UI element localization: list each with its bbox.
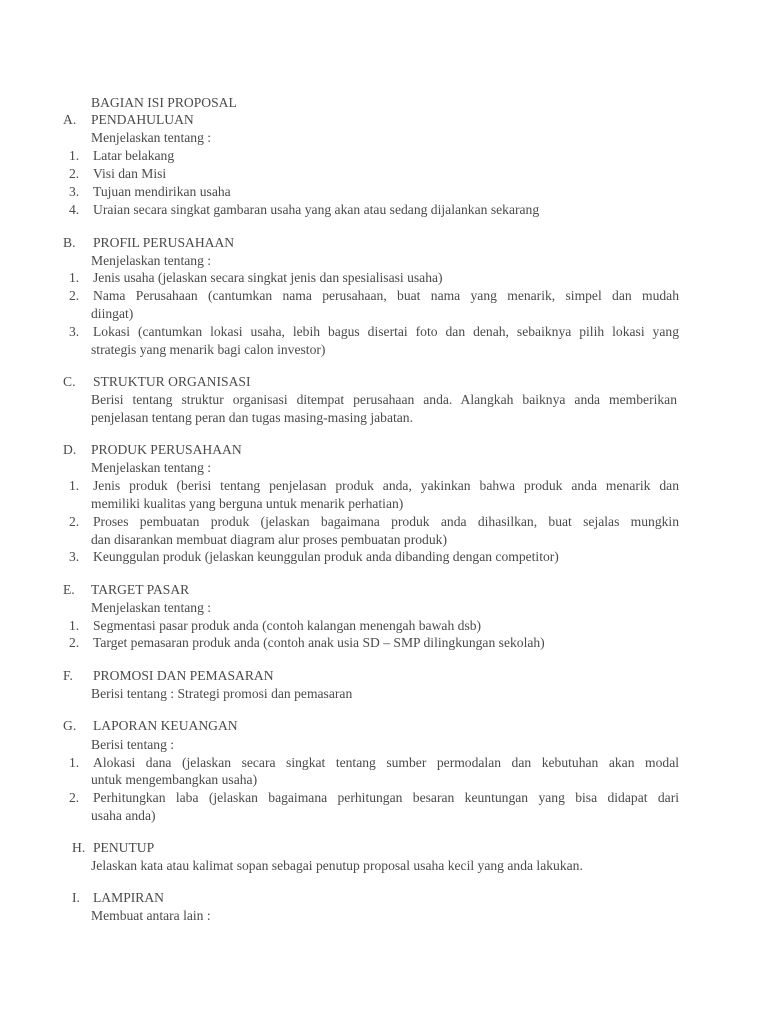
list-item-number: 4. <box>69 202 80 217</box>
section-h-body: Jelaskan kata atau kalimat sopan sebagai penutup proposal usaha kecil yang anda lakukan. <box>91 858 583 873</box>
section-d-heading: PRODUK PERUSAHAAN <box>91 442 242 457</box>
list-item-text: Visi dan Misi <box>93 166 167 181</box>
section-i-marker: I. <box>72 890 80 905</box>
section-b-heading: PROFIL PERUSAHAAN <box>93 235 235 250</box>
list-item-text: Lokasi (cantumkan lokasi usaha, lebih bagus disertai foto dan denah, sebaiknya pilih lokasi yang <box>93 324 679 339</box>
list-item-text: Latar belakang <box>93 148 175 163</box>
list-item-number: 2. <box>69 514 80 529</box>
list-item-text: Tujuan mendirikan usaha <box>93 184 231 199</box>
section-e-marker: E. <box>63 582 75 597</box>
section-b-intro: Menjelaskan tentang : <box>91 253 212 268</box>
list-item-number: 2. <box>69 635 80 650</box>
section-a-marker: A. <box>63 112 77 127</box>
section-c-marker: C. <box>63 374 76 389</box>
section-b-marker: B. <box>63 235 76 250</box>
list-item-number: 3. <box>69 184 80 199</box>
section-d-marker: D. <box>63 442 77 457</box>
section-h-heading: PENUTUP <box>93 840 155 855</box>
list-item-number: 2. <box>69 166 80 181</box>
section-c-body: Berisi tentang struktur organisasi ditempat perusahaan anda. Alangkah baiknya anda memberikan <box>91 392 677 407</box>
list-item-text: Proses pembuatan produk (jelaskan bagaimana produk anda dihasilkan, buat sejalas mungkin <box>93 514 679 529</box>
list-item-text-continued: usaha anda) <box>91 808 156 823</box>
list-item-number: 3. <box>69 324 80 339</box>
list-item-text: Alokasi dana (jelaskan secara singkat tentang sumber permodalan dan kebutuhan akan modal <box>93 755 679 770</box>
section-g-intro: Berisi tentang : <box>91 737 175 752</box>
list-item-text-continued: diingat) <box>91 306 134 321</box>
list-item-number: 1. <box>69 478 80 493</box>
list-item-number: 3. <box>69 549 80 564</box>
section-i-body: Membuat antara lain : <box>91 908 211 923</box>
list-item-text: Jenis usaha (jelaskan secara singkat jenis dan spesialisasi usaha) <box>93 270 443 285</box>
section-f-heading: PROMOSI DAN PEMASARAN <box>93 668 274 683</box>
list-item-text: Perhitungkan laba (jelaskan bagaimana perhitungan besaran keuntungan yang bisa didapat dari <box>93 790 679 805</box>
section-f-body: Berisi tentang : Strategi promosi dan pemasaran <box>91 686 353 701</box>
section-d-intro: Menjelaskan tentang : <box>91 460 212 475</box>
list-item-number: 1. <box>69 270 80 285</box>
list-item-text: Jenis produk (berisi tentang penjelasan produk anda, yakinkan bahwa produk anda menarik dan <box>93 478 679 493</box>
section-a-heading: PENDAHULUAN <box>91 112 194 127</box>
list-item-text: Nama Perusahaan (cantumkan nama perusahaan, buat nama yang menarik, simpel dan mudah <box>93 288 679 303</box>
section-c-heading: STRUKTUR ORGANISASI <box>93 374 251 389</box>
section-h-marker: H. <box>72 840 86 855</box>
list-item-number: 1. <box>69 618 80 633</box>
list-item-text-continued: untuk mengembangkan usaha) <box>91 772 258 787</box>
list-item-text-continued: dan disarankan membuat diagram alur proses pembuatan produk) <box>91 532 447 547</box>
section-g-marker: G. <box>63 718 77 733</box>
section-e-intro: Menjelaskan tentang : <box>91 600 212 615</box>
list-item-text-continued: strategis yang menarik bagi calon investor) <box>91 342 326 357</box>
list-item-text-continued: memiliki kualitas yang berguna untuk menarik perhatian) <box>91 496 404 511</box>
list-item-text: Keunggulan produk (jelaskan keunggulan produk anda dibanding dengan competitor) <box>93 549 559 564</box>
list-item-number: 2. <box>69 288 80 303</box>
document-title: BAGIAN ISI PROPOSAL <box>91 95 237 110</box>
section-g-heading: LAPORAN KEUANGAN <box>93 718 238 733</box>
list-item-number: 1. <box>69 148 80 163</box>
list-item-number: 2. <box>69 790 80 805</box>
section-a-intro: Menjelaskan tentang : <box>91 130 212 145</box>
section-c-body: penjelasan tentang peran dan tugas masing-masing jabatan. <box>91 410 413 425</box>
list-item-text: Target pemasaran produk anda (contoh anak usia SD – SMP dilingkungan sekolah) <box>93 635 545 650</box>
list-item-number: 1. <box>69 755 80 770</box>
section-i-heading: LAMPIRAN <box>93 890 164 905</box>
list-item-text: Uraian secara singkat gambaran usaha yang akan atau sedang dijalankan sekarang <box>93 202 540 217</box>
section-f-marker: F. <box>63 668 73 683</box>
list-item-text: Segmentasi pasar produk anda (contoh kalangan menengah bawah dsb) <box>93 618 482 633</box>
section-e-heading: TARGET PASAR <box>91 582 190 597</box>
